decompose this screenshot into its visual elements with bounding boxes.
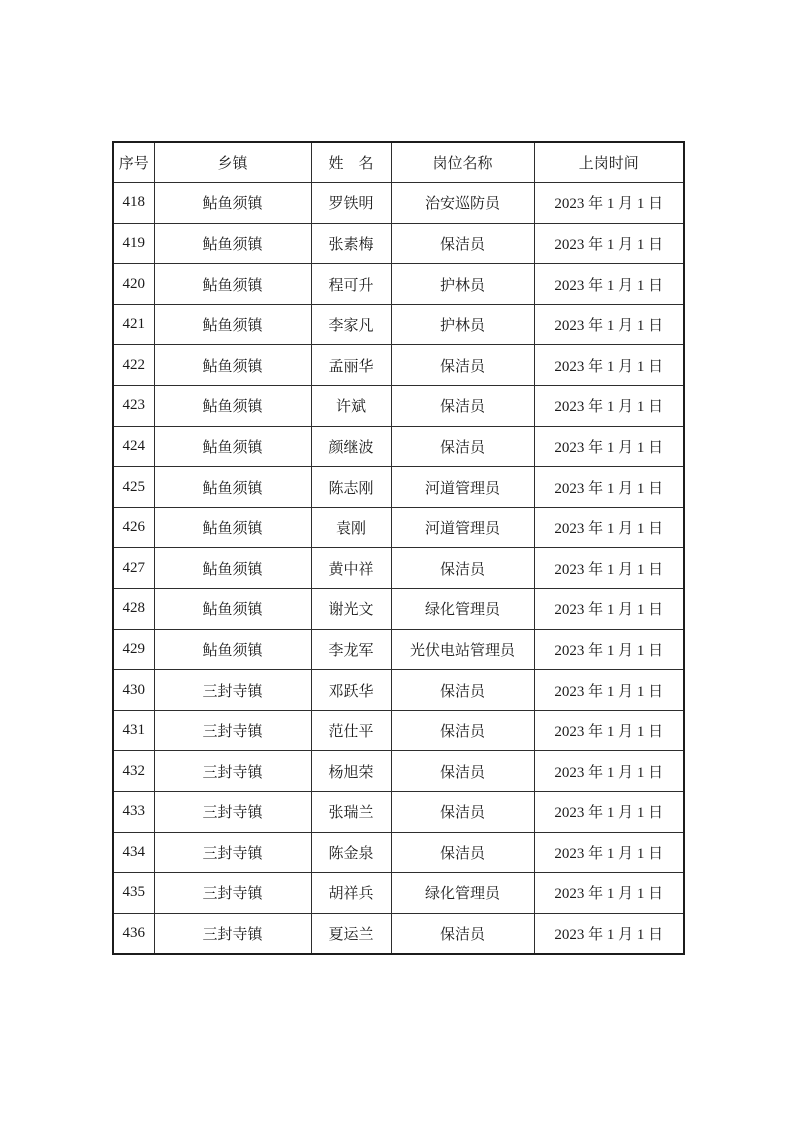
start-date-cell: 2023 年 1 月 1 日 [534,548,684,589]
township-cell: 鲇鱼须镇 [154,264,311,305]
start-date-cell: 2023 年 1 月 1 日 [534,589,684,630]
header-row [113,142,684,183]
start-date-cell: 2023 年 1 月 1 日 [534,426,684,467]
township-cell: 三封寺镇 [154,710,311,751]
start-date-cell: 2023 年 1 月 1 日 [534,670,684,711]
column-header: 岗位名称 [391,142,534,183]
start-date-cell: 2023 年 1 月 1 日 [534,792,684,833]
start-date-cell: 2023 年 1 月 1 日 [534,386,684,427]
position-cell: 保洁员 [391,832,534,873]
table-row [113,183,684,224]
name-cell: 李龙军 [311,629,391,670]
position-cell: 光伏电站管理员 [391,629,534,670]
table-row [113,751,684,792]
roster-table [112,141,685,955]
column-header: 乡镇 [154,142,311,183]
serial-cell: 422 [113,345,154,386]
serial-cell: 436 [113,913,154,954]
serial-cell: 423 [113,386,154,427]
start-date-cell: 2023 年 1 月 1 日 [534,304,684,345]
serial-cell: 426 [113,507,154,548]
township-cell: 鲇鱼须镇 [154,467,311,508]
table-row [113,548,684,589]
name-cell: 邓跃华 [311,670,391,711]
position-cell: 护林员 [391,264,534,305]
serial-cell: 424 [113,426,154,467]
township-cell: 鲇鱼须镇 [154,426,311,467]
position-cell: 保洁员 [391,223,534,264]
column-header: 序号 [113,142,154,183]
township-cell: 鲇鱼须镇 [154,548,311,589]
table-row [113,223,684,264]
position-cell: 保洁员 [391,548,534,589]
table-row [113,792,684,833]
position-cell: 保洁员 [391,345,534,386]
name-cell: 杨旭荣 [311,751,391,792]
position-cell: 绿化管理员 [391,873,534,914]
serial-cell: 425 [113,467,154,508]
name-cell: 孟丽华 [311,345,391,386]
name-cell: 袁刚 [311,507,391,548]
table-row [113,913,684,954]
township-cell: 鲇鱼须镇 [154,386,311,427]
serial-cell: 420 [113,264,154,305]
table-row [113,264,684,305]
township-cell: 三封寺镇 [154,832,311,873]
township-cell: 鲇鱼须镇 [154,183,311,224]
table-row [113,629,684,670]
serial-cell: 431 [113,710,154,751]
name-cell: 许斌 [311,386,391,427]
table-row [113,832,684,873]
position-cell: 保洁员 [391,792,534,833]
name-cell: 张瑞兰 [311,792,391,833]
name-cell: 陈金泉 [311,832,391,873]
table-row [113,589,684,630]
serial-cell: 435 [113,873,154,914]
name-cell: 范仕平 [311,710,391,751]
position-cell: 保洁员 [391,426,534,467]
serial-cell: 418 [113,183,154,224]
start-date-cell: 2023 年 1 月 1 日 [534,223,684,264]
table-row [113,304,684,345]
township-cell: 三封寺镇 [154,913,311,954]
start-date-cell: 2023 年 1 月 1 日 [534,873,684,914]
position-cell: 河道管理员 [391,507,534,548]
township-cell: 鲇鱼须镇 [154,304,311,345]
column-header: 上岗时间 [534,142,684,183]
position-cell: 护林员 [391,304,534,345]
township-cell: 鲇鱼须镇 [154,589,311,630]
serial-cell: 427 [113,548,154,589]
start-date-cell: 2023 年 1 月 1 日 [534,629,684,670]
serial-cell: 432 [113,751,154,792]
township-cell: 三封寺镇 [154,873,311,914]
start-date-cell: 2023 年 1 月 1 日 [534,264,684,305]
name-cell: 罗铁明 [311,183,391,224]
position-cell: 保洁员 [391,913,534,954]
start-date-cell: 2023 年 1 月 1 日 [534,832,684,873]
start-date-cell: 2023 年 1 月 1 日 [534,507,684,548]
name-cell: 胡祥兵 [311,873,391,914]
position-cell: 保洁员 [391,670,534,711]
name-cell: 程可升 [311,264,391,305]
township-cell: 三封寺镇 [154,792,311,833]
table-row [113,426,684,467]
start-date-cell: 2023 年 1 月 1 日 [534,751,684,792]
township-cell: 鲇鱼须镇 [154,629,311,670]
start-date-cell: 2023 年 1 月 1 日 [534,345,684,386]
name-cell: 陈志刚 [311,467,391,508]
name-cell: 黄中祥 [311,548,391,589]
name-cell: 夏运兰 [311,913,391,954]
name-cell: 李家凡 [311,304,391,345]
serial-cell: 430 [113,670,154,711]
serial-cell: 421 [113,304,154,345]
position-cell: 河道管理员 [391,467,534,508]
position-cell: 保洁员 [391,386,534,427]
serial-cell: 434 [113,832,154,873]
township-cell: 三封寺镇 [154,670,311,711]
position-cell: 保洁员 [391,710,534,751]
position-cell: 保洁员 [391,751,534,792]
table-row [113,507,684,548]
name-cell: 张素梅 [311,223,391,264]
table-row [113,670,684,711]
column-header: 姓 名 [311,142,391,183]
start-date-cell: 2023 年 1 月 1 日 [534,467,684,508]
position-cell: 绿化管理员 [391,589,534,630]
table-row [113,710,684,751]
township-cell: 鲇鱼须镇 [154,223,311,264]
township-cell: 鲇鱼须镇 [154,507,311,548]
name-cell: 谢光文 [311,589,391,630]
start-date-cell: 2023 年 1 月 1 日 [534,710,684,751]
serial-cell: 433 [113,792,154,833]
roster-table-body [113,183,684,954]
start-date-cell: 2023 年 1 月 1 日 [534,913,684,954]
township-cell: 鲇鱼须镇 [154,345,311,386]
start-date-cell: 2023 年 1 月 1 日 [534,183,684,224]
serial-cell: 428 [113,589,154,630]
position-cell: 治安巡防员 [391,183,534,224]
table-row [113,386,684,427]
township-cell: 三封寺镇 [154,751,311,792]
table-row [113,873,684,914]
name-cell: 颜继波 [311,426,391,467]
serial-cell: 429 [113,629,154,670]
table-row [113,467,684,508]
table-row [113,345,684,386]
serial-cell: 419 [113,223,154,264]
